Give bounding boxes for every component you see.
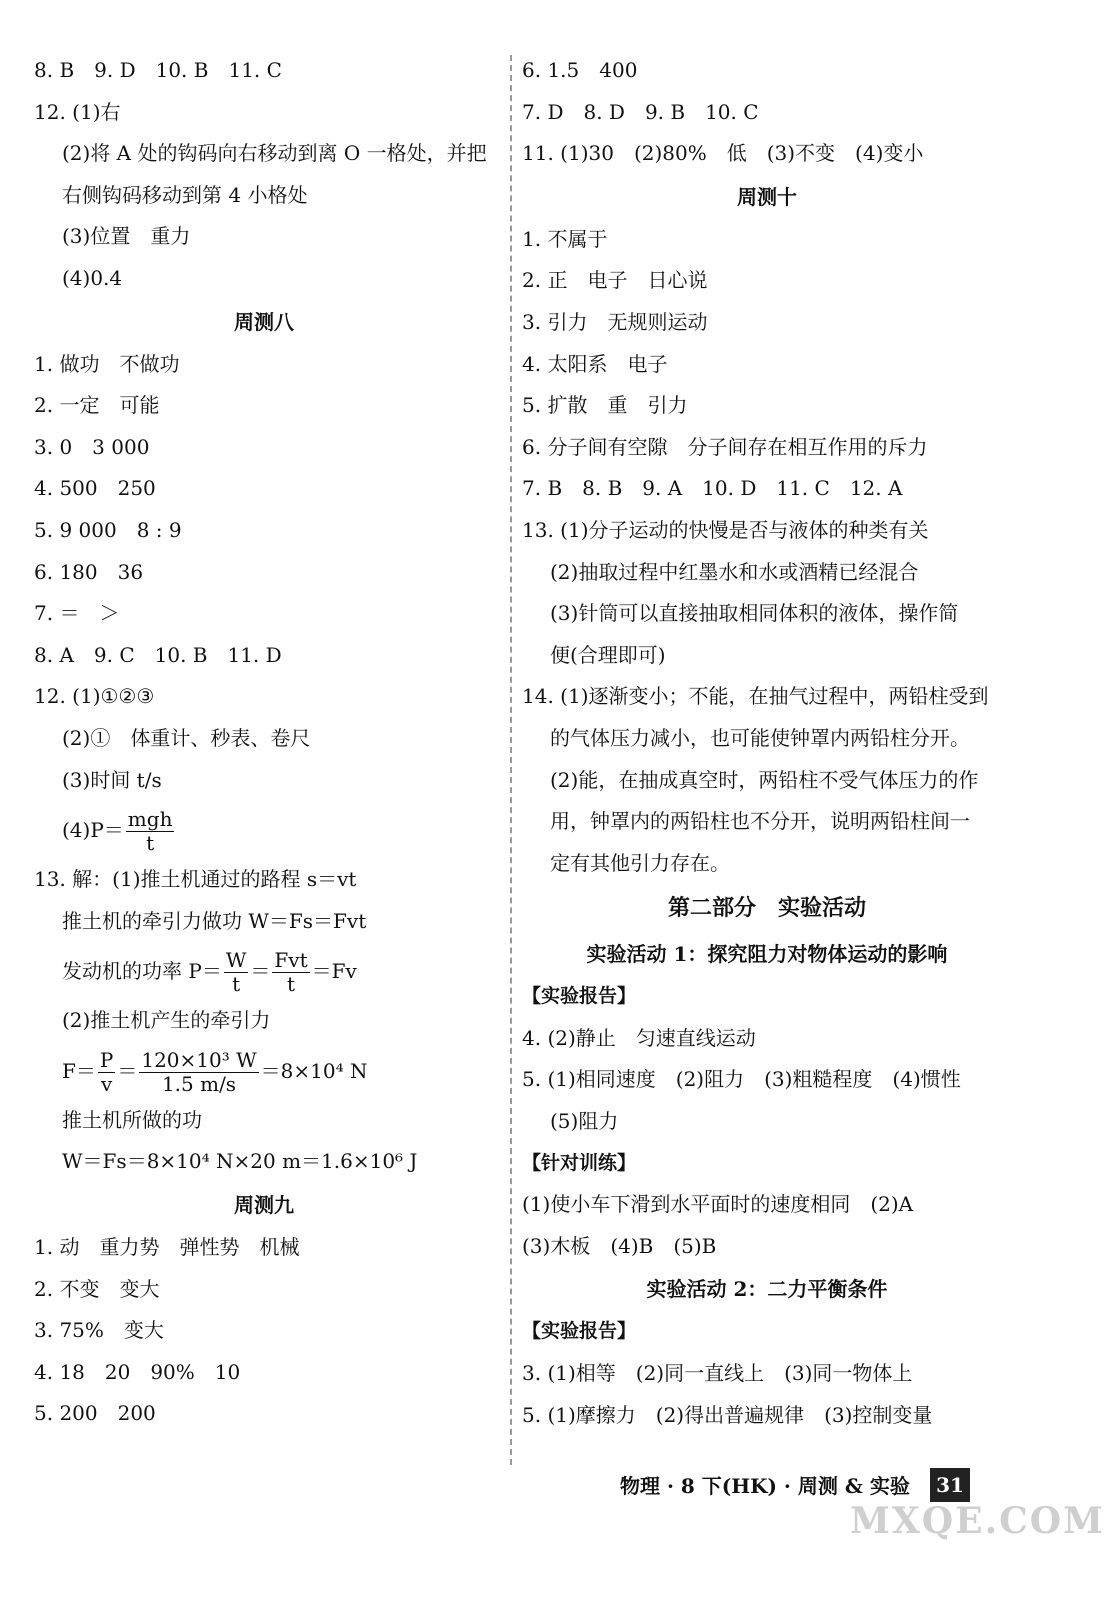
denominator: t [286,972,296,997]
answer-line: (2)推土机产生的牵引力 [62,1008,271,1033]
answer-line: 8. B 9. D 10. B 11. C [34,58,282,82]
answer-line: 3. (1)相等 (2)同一直线上 (3)同一物体上 [522,1361,913,1386]
fraction [98,1049,115,1096]
answer-line: 6. 180 36 [34,559,144,584]
numerator: W [225,948,247,973]
formula-text: (4)P＝ [62,818,124,843]
activity-heading: 实验活动 2：二力平衡条件 [646,1277,888,1302]
answer-line: (5)阻力 [550,1109,619,1134]
subsection-label: 【实验报告】 [522,1320,637,1343]
formula-text: ＝ [117,1058,138,1083]
answer-line: 14. (1)逐渐变小；不能，在抽气过程中，两铅柱受到 [522,684,989,709]
answer-line: 1. 做功 不做功 [34,351,180,376]
formula-line [34,801,494,859]
answer-line: 7. B 8. B 9. A 10. D 11. C 12. A [522,476,903,501]
answer-line: 5. 扩散 重 引力 [522,393,688,418]
answer-line: 2. 不变 变大 [34,1276,160,1301]
answer-line: (2)① 体重计、秒表、卷尺 [62,725,311,750]
watermark: MXQE.COM [850,1500,1105,1542]
answer-line: 2. 一定 可能 [34,393,160,418]
page-number: 31 [930,1468,970,1502]
section-heading-week8: 周测八 [234,309,294,334]
answer-line: (3)位置 重力 [62,224,191,249]
answer-line: 便(合理即可) [550,642,666,667]
answer-line: 推土机的牵引力做功 W＝Fs＝Fvt [62,908,367,933]
answer-line: (2)将 A 处的钩码向右移动到离 O 一格处，并把 [62,141,487,166]
answer-line: 5. 200 200 [34,1401,156,1426]
answer-line: 1. 动 重力势 弹性势 机械 [34,1235,300,1260]
denominator: v [100,1071,113,1096]
formula-line [34,942,494,1000]
answer-line: 6. 1.5 400 [522,58,638,82]
answer-line: 13. (1)分子运动的快慢是否与液体的种类有关 [522,517,929,542]
answer-line: 1. 不属于 [522,226,608,251]
answer-line: 11. (1)30 (2)80% 低 (3)不变 (4)变小 [522,141,924,166]
answer-line: 5. (1)相同速度 (2)阻力 (3)粗糙程度 (4)惯性 [522,1067,961,1092]
answer-line: (1)使小车下滑到水平面时的速度相同 (2)A [522,1192,914,1217]
denominator: 1.5 m/s [161,1071,237,1096]
part-heading: 第二部分 实验活动 [667,895,866,922]
numerator: mgh [127,807,173,832]
fraction [272,949,309,996]
answer-line: 4. 500 250 [34,476,156,501]
answer-line: 的气体压力减小，也可能使钟罩内两铅柱分开。 [550,725,970,750]
formula-text: ＝Fv [311,959,357,984]
activity-heading: 实验活动 1：探究阻力对物体运动的影响 [586,942,948,967]
answer-line: 4. 太阳系 电子 [522,351,668,376]
answer-line: 4. (2)静止 匀速直线运动 [522,1025,756,1050]
answer-line: 3. 0 3 000 [34,434,150,459]
column-divider [510,55,512,1465]
fraction [126,808,175,855]
numerator: P [99,1047,114,1072]
answer-line: (4)0.4 [62,265,123,290]
formula-text: ＝8×10⁴ N [260,1058,368,1083]
answer-line: W＝Fs＝8×10⁴ N×20 m＝1.6×10⁶ J [62,1149,418,1174]
left-column [34,50,494,1435]
answer-line: (3)时间 t/s [62,767,162,792]
section-heading-week9: 周测九 [234,1193,294,1218]
formula-text: F＝ [62,1058,96,1083]
answer-line: 8. A 9. C 10. B 11. D [34,642,282,667]
answer-line: 12. (1)①②③ [34,684,155,709]
subsection-label: 【针对训练】 [522,1151,637,1174]
answer-line: (2)抽取过程中红墨水和水或酒精已经混合 [550,559,919,584]
denominator: t [232,972,241,997]
answer-line: 7. ＝ ＞ [34,601,120,626]
numerator: Fvt [274,948,308,973]
answer-line: 7. D 8. D 9. B 10. C [522,99,759,124]
formula-text: 发动机的功率 P＝ [62,959,222,984]
footer-text: 物理 · 8 下(HK) · 周测 & 实验 [620,1474,910,1498]
fraction [139,1049,258,1096]
formula-text: ＝ [250,959,271,984]
right-column [522,50,1012,1436]
answer-line: 定有其他引力存在。 [550,850,730,875]
answer-line: 3. 75% 变大 [34,1318,164,1343]
answer-line: 2. 正 电子 日心说 [522,268,708,293]
answer-line: 13. 解：(1)推土机通过的路程 s＝vt [34,867,357,892]
answer-line: 12. (1)右 [34,99,121,124]
answer-line: 5. 9 000 8 : 9 [34,517,182,542]
subsection-label: 【实验报告】 [522,985,637,1008]
section-heading-week10: 周测十 [737,184,797,209]
fraction [224,949,249,996]
answer-line: 5. (1)摩擦力 (2)得出普遍规律 (3)控制变量 [522,1402,933,1427]
answer-line: 4. 18 20 90% 10 [34,1359,241,1384]
denominator: t [146,831,155,856]
formula-line [34,1042,494,1100]
answer-line: (2)能，在抽成真空时，两铅柱不受气体压力的作 [550,767,979,792]
numerator: 120×10³ W [141,1047,257,1072]
answer-line: 右侧钩码移动到第 4 小格处 [62,182,308,207]
answer-line: 用，钟罩内的两铅柱也不分开，说明两铅柱间一 [550,809,970,834]
answer-line: (3)针筒可以直接抽取相同体积的液体，操作简 [550,601,959,626]
answer-line: 推土机所做的功 [62,1107,202,1132]
answer-line: (3)木板 (4)B (5)B [522,1233,717,1258]
answer-line: 6. 分子间有空隙 分子间存在相互作用的斥力 [522,434,928,459]
answer-line: 3. 引力 无规则运动 [522,309,708,334]
